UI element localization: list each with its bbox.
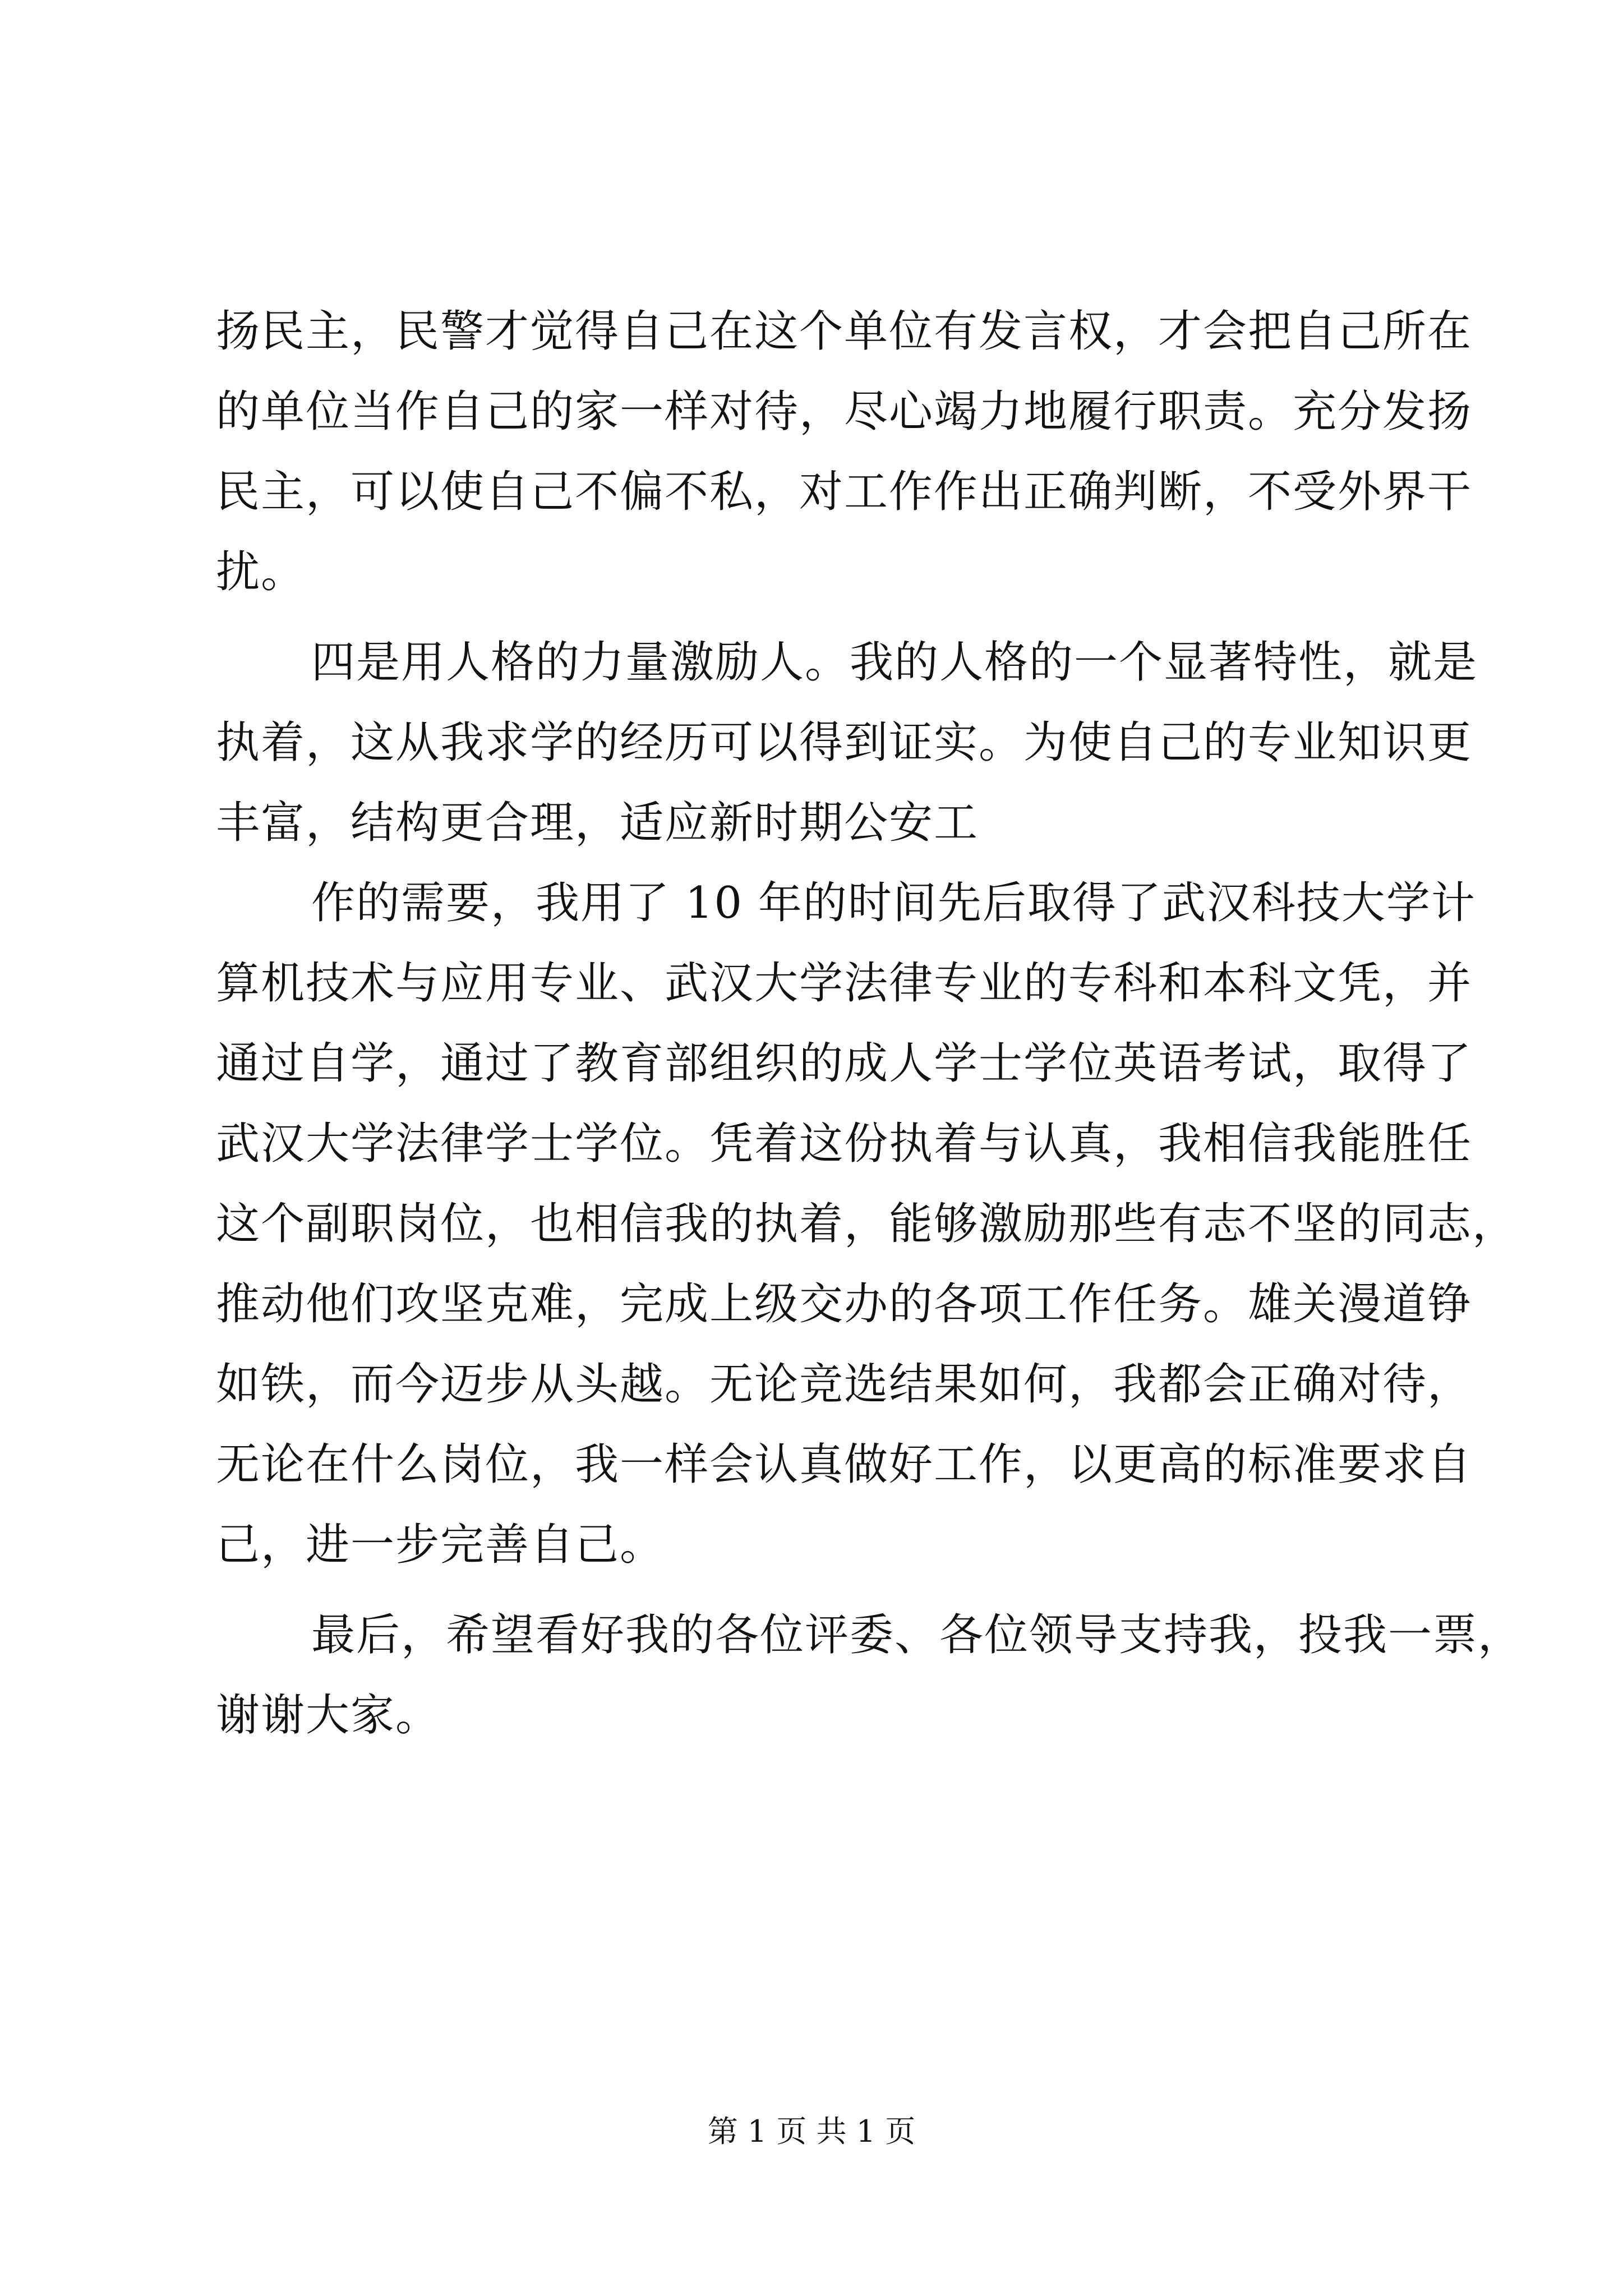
text-line: 推动他们攻坚克难，完成上级交办的各项工作任务。雄关漫道铮 [216, 1279, 1473, 1329]
page-number-footer: 第 1 页 共 1 页 [707, 2114, 916, 2149]
text-line: 的单位当作自己的家一样对待，尽心竭力地履行职责。充分发扬 [216, 386, 1473, 437]
text-line: 扰。 [216, 547, 306, 597]
text-line: 丰富，结构更合理，适应新时期公安工 [216, 798, 979, 848]
text-line: 执着，这从我求学的经历可以得到证实。为使自己的专业知识更 [216, 717, 1473, 768]
document-body [216, 292, 1523, 1756]
text-line: 算机技术与应用专业、武汉大学法律专业的专科和本科文凭，并 [216, 958, 1473, 1009]
text-line: 民主，可以使自己不偏不私，对工作作出正确判断，不受外界干 [216, 467, 1473, 517]
text-line: 武汉大学法律学士学位。凭着这份执着与认真，我相信我能胜任 [216, 1119, 1473, 1169]
paragraph-start-line: 最后，希望看好我的各位评委、各位领导支持我，投我一票， [311, 1610, 1523, 1660]
text-line: 无论在什么岗位，我一样会认真做好工作，以更高的标准要求自 [216, 1439, 1473, 1490]
text-line: 扬民主，民警才觉得自己在这个单位有发言权，才会把自己所在 [216, 306, 1473, 357]
text-line: 这个副职岗位，也相信我的执着，能够激励那些有志不坚的同志， [216, 1199, 1518, 1249]
text-line: 如铁，而今迈步从头越。无论竞选结果如何，我都会正确对待， [216, 1359, 1473, 1410]
paragraph-start-line: 作的需要，我用了 10 年的时间先后取得了武汉科技大学计 [311, 878, 1476, 928]
text-line: 通过自学，通过了教育部组织的成人学士学位英语考试，取得了 [216, 1038, 1473, 1089]
text-line: 己，进一步完善自己。 [216, 1520, 665, 1570]
paragraph-start-line: 四是用人格的力量激励人。我的人格的一个显著特性，就是 [311, 637, 1478, 688]
text-line: 谢谢大家。 [216, 1690, 441, 1741]
